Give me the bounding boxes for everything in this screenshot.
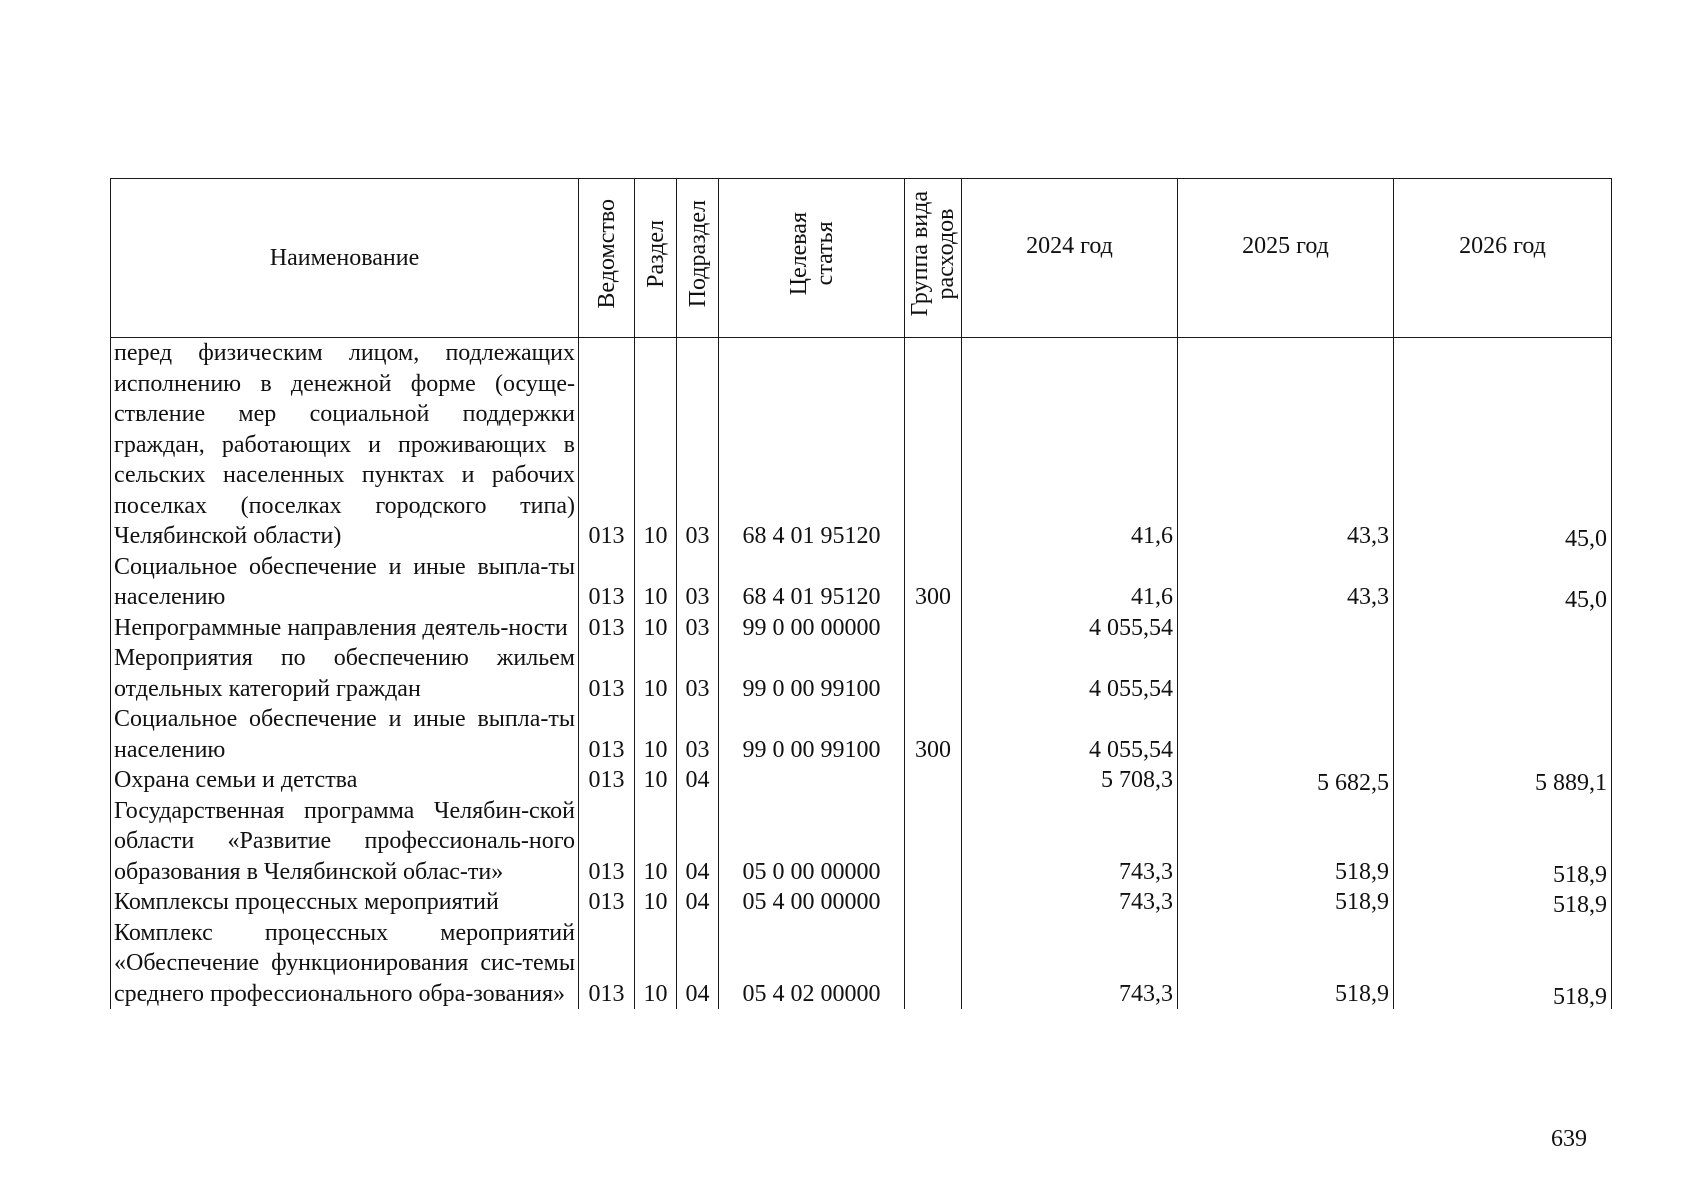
cell-vedomstvo: 013 [579, 338, 635, 552]
row-name: Социальное обеспечение и иные выпла-ты населению [111, 552, 579, 613]
cell-podrazdel: 04 [677, 918, 719, 1010]
cell-vedomstvo: 013 [579, 887, 635, 918]
cell-gruppa [905, 887, 962, 918]
table-row [111, 552, 1612, 613]
table-row [111, 338, 1612, 552]
cell-2025: 518,9 [1178, 887, 1394, 918]
cell-razdel: 10 [635, 887, 677, 918]
cell-2024: 743,3 [962, 887, 1178, 918]
table-row [111, 643, 1612, 704]
table-row [111, 704, 1612, 765]
cell-2025: 43,3 [1178, 552, 1394, 613]
row-name: Охрана семьи и детства [111, 765, 579, 796]
cell-celevaya-statya: 68 4 01 95120 [719, 552, 905, 613]
cell-celevaya-statya: 99 0 00 99100 [719, 643, 905, 704]
cell-gruppa [905, 765, 962, 796]
cell-2025: 518,9 [1178, 918, 1394, 1010]
header-celevaya-statya: Целевая статья [719, 179, 905, 338]
cell-2025 [1178, 704, 1394, 765]
cell-2025: 518,9 [1178, 796, 1394, 888]
cell-2025 [1178, 643, 1394, 704]
cell-razdel: 10 [635, 796, 677, 888]
cell-razdel: 10 [635, 704, 677, 765]
cell-gruppa [905, 796, 962, 888]
cell-2026: 45,0 [1394, 555, 1612, 616]
cell-2026: 45,0 [1394, 341, 1612, 555]
cell-podrazdel: 03 [677, 704, 719, 765]
cell-2026: 518,9 [1394, 890, 1612, 921]
cell-vedomstvo: 013 [579, 613, 635, 644]
cell-2024: 743,3 [962, 796, 1178, 888]
cell-razdel: 10 [635, 765, 677, 796]
table-row [111, 613, 1612, 644]
cell-vedomstvo: 013 [579, 704, 635, 765]
cell-2025: 43,3 [1178, 338, 1394, 552]
cell-2024: 4 055,54 [962, 613, 1178, 644]
header-name: Наименование [111, 179, 579, 338]
header-podrazdel: Подраздел [677, 179, 719, 338]
cell-gruppa [905, 643, 962, 704]
cell-podrazdel: 04 [677, 796, 719, 888]
cell-2024: 4 055,54 [962, 643, 1178, 704]
cell-celevaya-statya: 05 4 00 00000 [719, 887, 905, 918]
cell-gruppa [905, 918, 962, 1010]
cell-gruppa: 300 [905, 704, 962, 765]
cell-razdel: 10 [635, 918, 677, 1010]
cell-podrazdel: 03 [677, 643, 719, 704]
row-name: Мероприятия по обеспечению жильем отдельных категорий граждан [111, 643, 579, 704]
cell-gruppa [905, 613, 962, 644]
row-name: Социальное обеспечение и иные выпла-ты населению [111, 704, 579, 765]
cell-vedomstvo: 013 [579, 552, 635, 613]
cell-2024: 41,6 [962, 552, 1178, 613]
row-name: Комплекс процессных мероприятий «Обеспечение функционирования сис-темы среднего профессионального обра-зования» [111, 918, 579, 1010]
cell-celevaya-statya: 05 4 02 00000 [719, 918, 905, 1010]
cell-2024: 41,6 [962, 338, 1178, 552]
cell-vedomstvo: 013 [579, 643, 635, 704]
row-name: перед физическим лицом, подлежащих исполнению в денежной форме (осуще-ствление мер социальной поддержки граждан, работающих и проживающих в сельских населенных пунктах и рабочих поселках (поселках городского типа) Челябинской области) [111, 338, 579, 552]
cell-razdel: 10 [635, 552, 677, 613]
cell-2026: 518,9 [1394, 799, 1612, 891]
cell-podrazdel: 04 [677, 887, 719, 918]
header-2026: 2026 год [1394, 179, 1612, 338]
cell-celevaya-statya [719, 765, 905, 796]
cell-podrazdel: 03 [677, 552, 719, 613]
budget-table [110, 178, 1612, 1009]
cell-celevaya-statya: 99 0 00 00000 [719, 613, 905, 644]
cell-razdel: 10 [635, 643, 677, 704]
table-row [111, 796, 1612, 888]
header-2025: 2025 год [1178, 179, 1394, 338]
cell-podrazdel: 04 [677, 765, 719, 796]
cell-podrazdel: 03 [677, 613, 719, 644]
cell-2024: 5 708,3 [962, 765, 1178, 796]
cell-2026: 518,9 [1394, 921, 1612, 1013]
header-2024: 2024 год [962, 179, 1178, 338]
cell-razdel: 10 [635, 613, 677, 644]
table-row [111, 765, 1612, 796]
cell-2024: 743,3 [962, 918, 1178, 1010]
row-name: Комплексы процессных мероприятий [111, 887, 579, 918]
cell-vedomstvo: 013 [579, 765, 635, 796]
table-row [111, 887, 1612, 918]
header-gruppa-vida-rashodov: Группа вида расходов [905, 179, 962, 338]
cell-razdel: 10 [635, 338, 677, 552]
cell-podrazdel: 03 [677, 338, 719, 552]
header-vedomstvo: Ведомство [579, 179, 635, 338]
cell-celevaya-statya: 99 0 00 99100 [719, 704, 905, 765]
cell-vedomstvo: 013 [579, 796, 635, 888]
header-razdel: Раздел [635, 179, 677, 338]
cell-2025 [1178, 613, 1394, 644]
cell-2025: 5 682,5 [1178, 768, 1394, 799]
cell-vedomstvo: 013 [579, 918, 635, 1010]
table-header [111, 179, 1612, 338]
cell-2024: 4 055,54 [962, 704, 1178, 765]
cell-2026 [1394, 704, 1612, 765]
cell-2026 [1394, 643, 1612, 704]
cell-celevaya-statya: 05 0 00 00000 [719, 796, 905, 888]
cell-gruppa [905, 338, 962, 552]
page-number: 639 [1551, 1126, 1587, 1152]
table-row [111, 918, 1612, 1010]
row-name: Государственная программа Челябин-ской области «Развитие профессиональ-ного образования в Челябинской облас-ти» [111, 796, 579, 888]
cell-2026: 5 889,1 [1394, 768, 1612, 799]
cell-celevaya-statya: 68 4 01 95120 [719, 338, 905, 552]
row-name: Непрограммные направления деятель-ности [111, 613, 579, 644]
cell-gruppa: 300 [905, 552, 962, 613]
cell-2026 [1394, 613, 1612, 644]
